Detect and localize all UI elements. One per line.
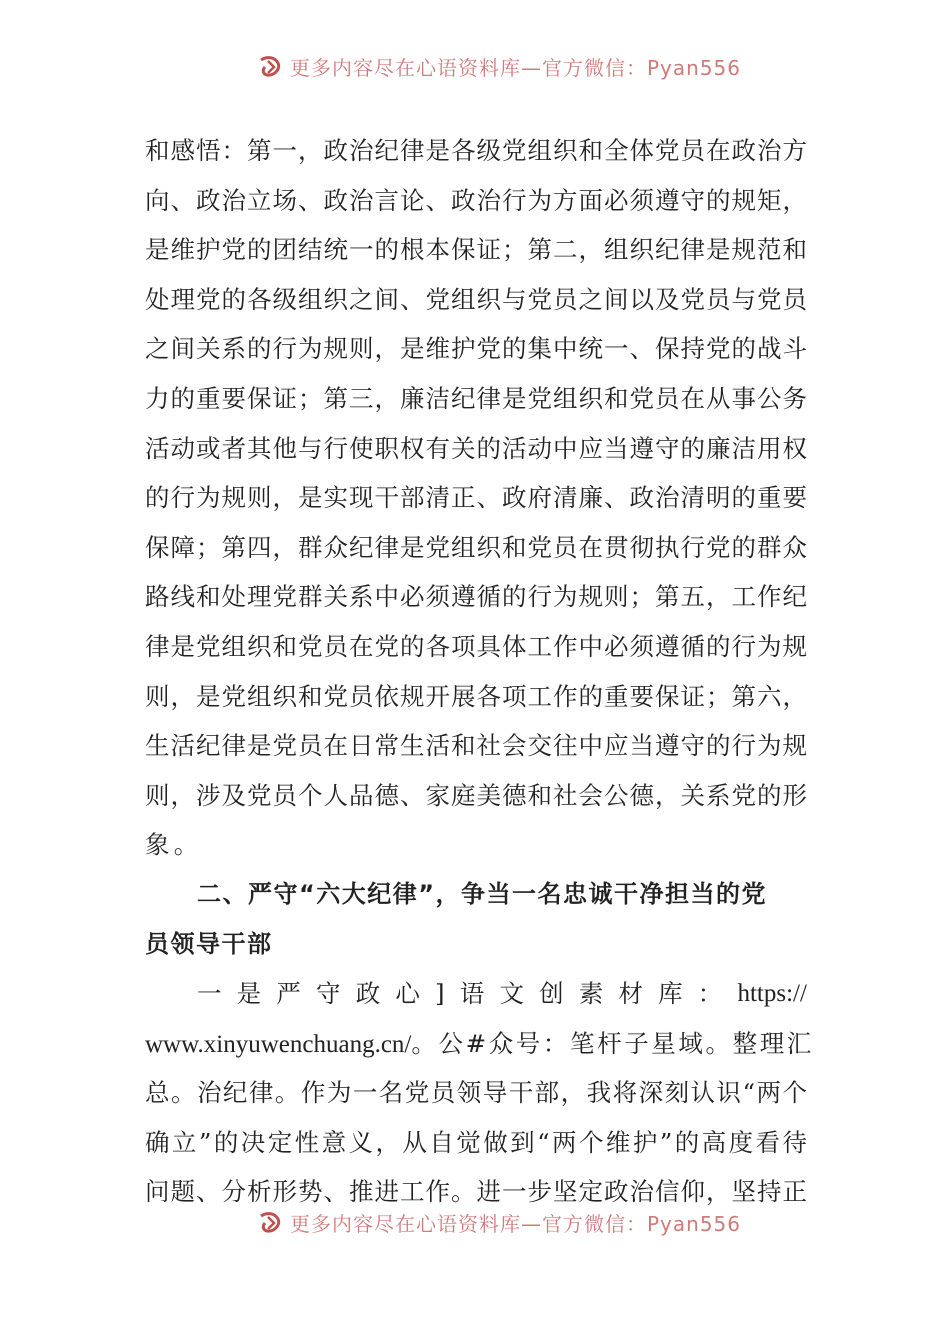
char: ： [697,979,723,1009]
watermark-top [0,52,950,82]
url-text: https:// [737,980,807,1008]
text-line: 总。治纪律。作为一名党员领导干部，我将深刻认识“两个 [145,1078,807,1108]
text-line: 则，是党组织和党员依规开展各项工作的重要保证；第六， [145,681,807,711]
para2-line1 [145,969,807,1019]
text-line: 的行为规则，是实现干部清正、政府清廉、政治清明的重要 [145,483,807,513]
char: 守 [316,979,341,1009]
char: 严 [276,979,301,1009]
watermark-text: 更多内容尽在心语资料库—官方微信：Pyan556 [290,1212,742,1236]
text-fragment: 。公#众号：笔杆子星域。整理汇 [411,1028,814,1058]
text-line: 问题、分析形势、推进工作。进一步坚定政治信仰，坚持正 [145,1177,807,1207]
char: 政 [355,979,381,1009]
text-line: 力的重要保证；第三，廉洁纪律是党组织和党员在从事公务 [145,383,807,413]
text-line: 保障；第四，群众纪律是党组织和党员在贯彻执行党的群众 [145,532,807,562]
document-body [145,126,814,1217]
brand-logo-icon [258,54,284,80]
text-line: 则，涉及党员个人品德、家庭美德和社会公德，关系党的形 [145,780,807,810]
text-line: 路线和处理党群关系中必须遵循的行为规则；第五，工作纪 [145,582,807,612]
text-line: 向、政治立场、政治言论、政治行为方面必须遵守的规矩， [145,185,807,215]
watermark-bottom [0,1206,950,1236]
text-line: 象。 [145,830,203,860]
char: 语 [459,979,485,1009]
char: 文 [499,979,524,1009]
watermark-text: 更多内容尽在心语资料库—官方微信：Pyan556 [290,56,742,80]
text-line: 之间关系的行为规则，是维护党的集中统一、保持党的战斗 [145,334,807,364]
section-heading-cont: 员领导干部 [145,929,273,958]
char: 创 [539,979,564,1009]
char: 材 [618,979,643,1009]
text-line: 是维护党的团结统一的根本保证；第二，组织纪律是规范和 [145,235,807,265]
char: 库 [658,979,683,1009]
url-text: www.xinyuwenchuang.cn/ [145,1030,412,1058]
section-heading: 二、严守“六大纪律”，争当一名忠诚干净担当的党 [197,879,768,908]
text-line: 活动或者其他与行使职权有关的活动中应当遵守的廉洁用权 [145,433,807,463]
text-line: 处理党的各级组织之间、党组织与党员之间以及党员与党员 [145,284,807,314]
char: 心 [395,979,420,1009]
brand-logo-icon [258,1210,284,1236]
text-line: 确立”的决定性意义，从自觉做到“两个维护”的高度看待 [145,1127,807,1157]
char: 素 [578,979,604,1009]
char: ] [435,979,445,1009]
char: 是 [236,979,262,1009]
text-line: 和感悟：第一，政治纪律是各级党组织和全体党员在政治方 [145,136,807,165]
text-line: 律是党组织和党员在党的各项具体工作中必须遵循的行为规 [145,631,807,661]
text-line: 生活纪律是党员在日常生活和社会交往中应当遵守的行为规 [145,731,807,761]
para2-line2 [145,1019,814,1069]
char: 一 [197,979,222,1009]
